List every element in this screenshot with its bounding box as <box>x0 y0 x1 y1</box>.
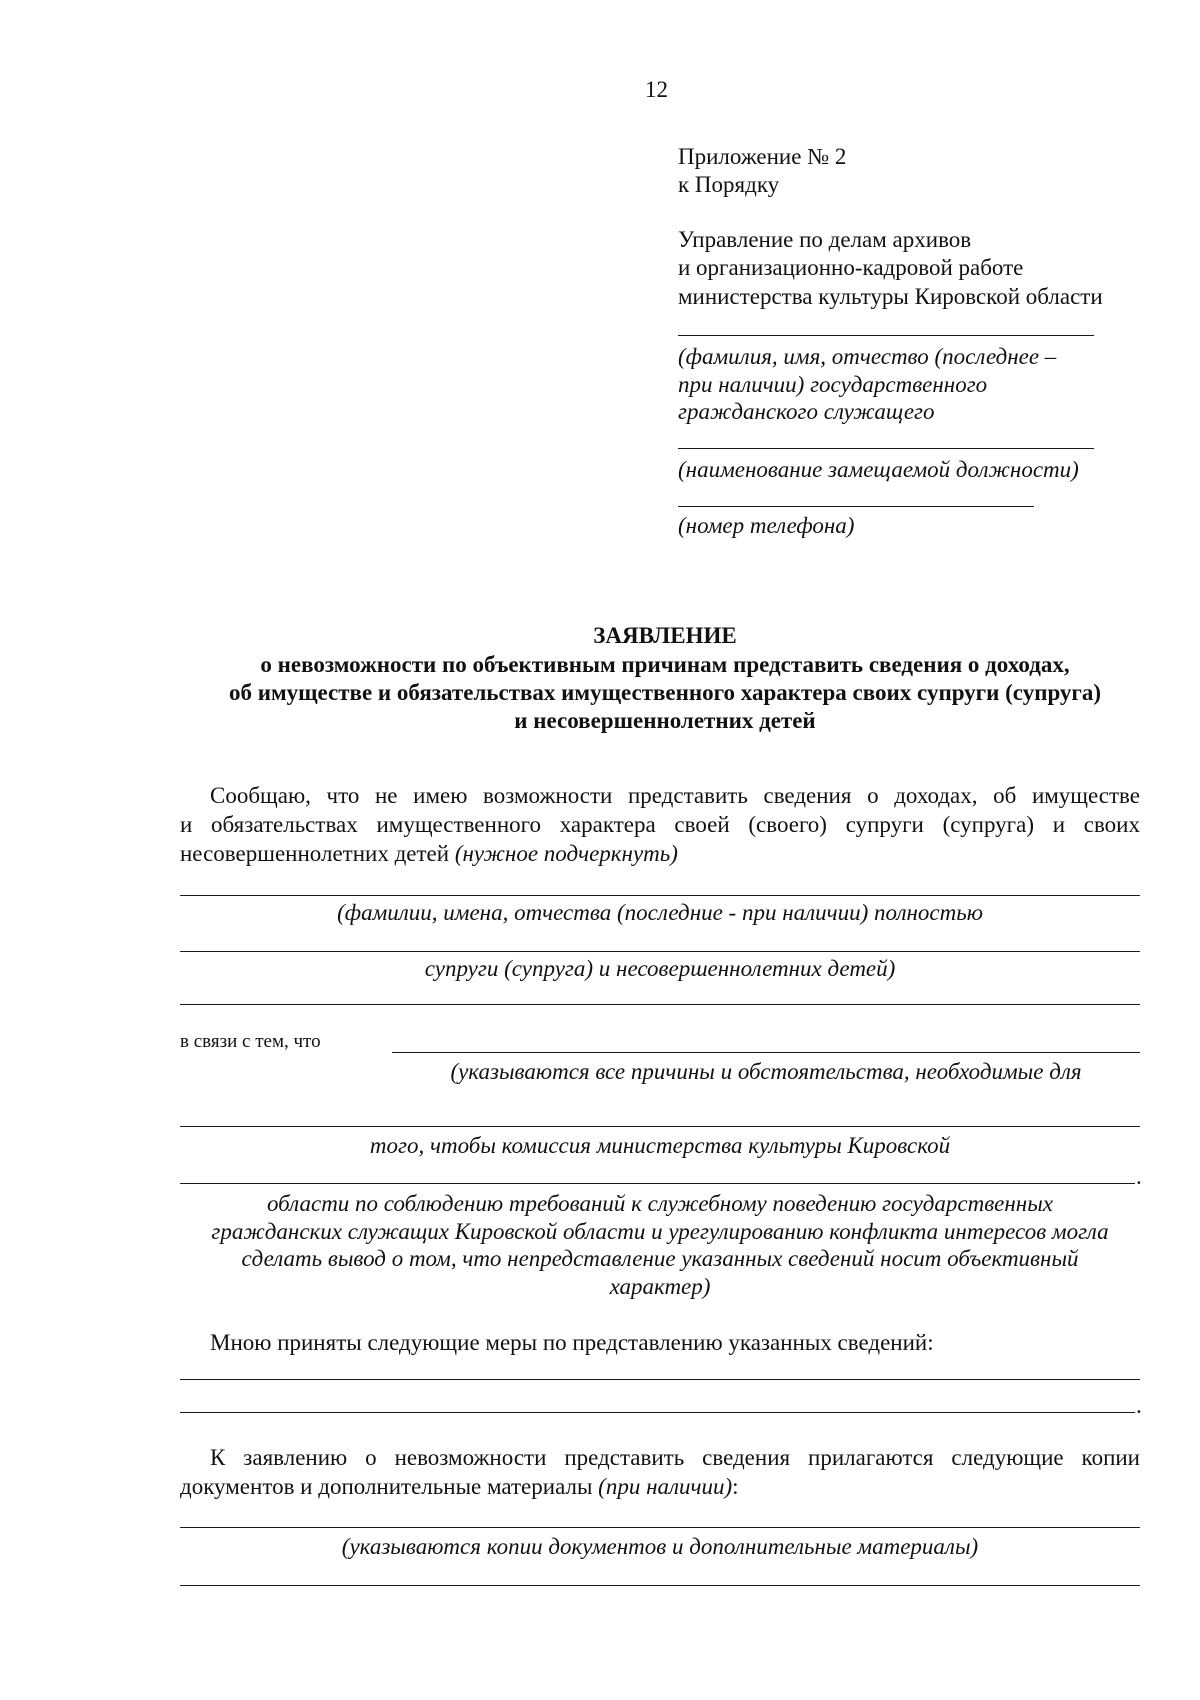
reasons-fill-line-1[interactable] <box>392 1052 1140 1053</box>
hint-position: (наименование замещаемой должности) <box>678 457 1079 482</box>
reasons-fill-line-2[interactable] <box>180 1126 1140 1127</box>
hint-reasons-1: (указываются все причины и обстоятельства, необходимые для <box>450 1059 1082 1084</box>
reasons-fill-line-3[interactable] <box>180 1183 1135 1184</box>
document-subtitle-1: о невозможности по объективным причинам представить сведения о доходах, <box>260 652 1070 677</box>
measures-fill-line-1[interactable] <box>180 1379 1140 1380</box>
attach-line-1: К заявлению о невозможности представить сведения прилагаются следующие копии <box>210 1445 1140 1470</box>
position-fill-line[interactable] <box>678 448 1094 449</box>
page-number: 12 <box>645 77 668 102</box>
hint-reasons-5: сделать вывод о том, что непредставление указанных сведений носит объективный <box>241 1246 1079 1271</box>
statement-line-3-text: несовершеннолетних детей <box>180 841 450 866</box>
reasons-period: . <box>1136 1164 1142 1189</box>
statement-line-2: и обязательствах имущественного характера своей (своего) супруги (супруга) и своих <box>180 812 1140 837</box>
phone-fill-line[interactable] <box>678 506 1034 507</box>
statement-line-1: Сообщаю, что не имею возможности представить сведения о доходах, об имуществе <box>210 783 1140 808</box>
because-label: в связи с тем, что <box>180 1031 321 1052</box>
recipient-line-3: министерства культуры Кировской области <box>678 284 1103 309</box>
hint-attach: (указываются копии документов и дополнительные материалы) <box>341 1534 979 1559</box>
name-fill-line[interactable] <box>678 335 1094 336</box>
attach-note: (при наличии) <box>598 1474 733 1499</box>
family-fill-line-1[interactable] <box>180 895 1140 896</box>
hint-name-1: (фамилия, имя, отчество (последнее – <box>678 344 1057 369</box>
measures-period: . <box>1136 1393 1142 1418</box>
underline-note: (нужное подчеркнуть) <box>454 841 678 866</box>
document-subtitle-2: об имуществе и обязательствах имущественного характера своих супруги (супруга) <box>228 680 1102 705</box>
hint-name-3: гражданского служащего <box>678 399 935 424</box>
family-fill-line-2[interactable] <box>180 951 1140 952</box>
hint-name-2: при наличии) государственного <box>678 372 988 397</box>
hint-reasons-4: гражданских служащих Кировской области и урегулированию конфликта интересов могла <box>211 1219 1109 1244</box>
hint-reasons-6: характер) <box>609 1274 711 1299</box>
statement-line-3 <box>180 840 678 868</box>
recipient-line-1: Управление по делам архивов <box>678 227 972 252</box>
attach-fill-line-1[interactable] <box>180 1527 1140 1528</box>
family-fill-line-3[interactable] <box>180 1004 1140 1005</box>
hint-reasons-3: области по соблюдению требований к служебному поведению государственных <box>266 1191 1053 1216</box>
appendix-label: Приложение № 2 <box>678 144 847 169</box>
attach-colon: : <box>732 1474 739 1499</box>
document-title: ЗАЯВЛЕНИЕ <box>593 623 737 648</box>
hint-phone: (номер телефона) <box>678 513 855 538</box>
document-subtitle-3: и несовершеннолетних детей <box>514 708 816 733</box>
measures-fill-line-2[interactable] <box>180 1412 1135 1413</box>
measures-text: Мною приняты следующие меры по представлению указанных сведений: <box>210 1330 934 1355</box>
attach-line-2 <box>180 1473 739 1501</box>
recipient-line-2: и организационно-кадровой работе <box>678 255 1024 280</box>
order-reference: к Порядку <box>678 172 780 197</box>
hint-family-2: супруги (супруга) и несовершеннолетних детей) <box>424 956 896 981</box>
hint-reasons-2: того, чтобы комиссия министерства культуры Кировской <box>369 1133 951 1158</box>
attach-line-2-text: документов и дополнительные материалы <box>180 1474 593 1499</box>
attach-fill-line-2[interactable] <box>180 1585 1140 1586</box>
hint-family-1: (фамилии, имена, отчества (последние - при наличии) полностью <box>337 900 983 925</box>
